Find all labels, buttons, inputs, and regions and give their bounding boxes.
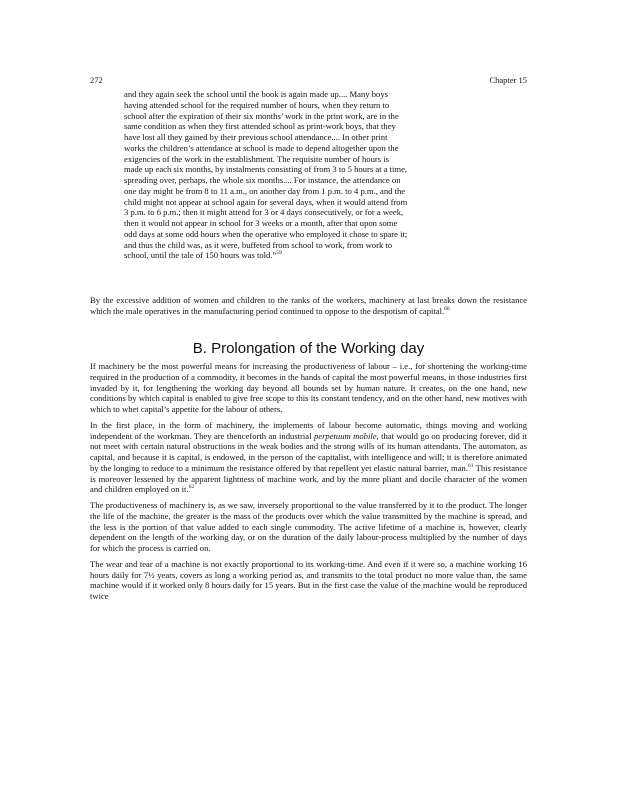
italic-term: perpetuum mobile: [313, 430, 377, 441]
quote-line: then it would not appear in school for 3 weeks or a month, after that upon some: [124, 218, 398, 228]
footnote-ref[interactable]: 60: [444, 305, 450, 312]
body-section-1: [90, 295, 527, 322]
page-number: 272: [90, 75, 103, 85]
chapter-label: Chapter 15: [489, 75, 527, 85]
body-section-2: [90, 361, 527, 607]
paragraph-text: This resistance is moreover lessened by the apparent lightness of machine work, and by the more pliant and docile character of the women and children employed on it.: [90, 462, 527, 495]
quote-line: having attended school for the required number of hours, when they return to: [124, 99, 390, 110]
quote-line: spreading over, perhaps, the whole six months.... For instance, the attendance on: [124, 175, 401, 185]
quote-line: have lost all they gained by their previous school attendance.... In other print: [124, 132, 388, 142]
quote-line: made up each six months, by instalments consisting of from 3 to 5 hours at a time,: [124, 164, 408, 175]
quote-line: works the children’s attendance at school is made to depend altogether upon the: [124, 142, 399, 153]
quote-line: odd days at some odd hours when the operative who employed it chose to spare it;: [124, 228, 408, 239]
paragraph-productiveness: The productiveness of machinery is, as we saw, inversely proportional to the value transferred by it to the product. The longer the life of the machine, the greater is the mass of the products over which the value transmitted by the machine is spread, and the less is the portion of that value added to each single commodity. The active lifetime of a machine is, however, clearly dependent on the length of the working day, or on the duration of the daily labour-process multiplied by the number of days for which the process is carried on.: [90, 500, 527, 553]
paragraph-most-powerful-means: If machinery be the most powerful means for increasing the productiveness of labour – i.e., for shortening the working-time required in the production of a commodity, it becomes in the hands of capital the most powerful means, in those industries first invaded by it, for lengthening the working day beyond all bounds set by human nature. It creates, on the one hand, new conditions by which capital is enabled to give free scope to this its constant tendency, and on the other hand, new motives with which to whet capital’s appetite for the labour of others.: [90, 361, 527, 414]
paragraph-text: , that would go on producing forever, did it not meet with certain natural obstructions in the weak bodies and the strong wills of its human attendants. The automaton, as capital, and because it is capital, is endowed, in the person of the capitalist, with intelligence and will; it is therefore animated by the longing to reduce to a minimum the resistance offered by that repellent yet elastic natural barrier, man.: [90, 430, 528, 473]
footnote-ref[interactable]: 61: [467, 462, 474, 469]
quote-line-text: school, until the tale of 150 hours was told.”: [124, 250, 277, 261]
quote-line: school after the expiration of their six months’ work in the print work, are in the: [124, 110, 399, 121]
quote-line: same condition as when they first attended school as print-work boys, that they: [124, 121, 396, 132]
paragraph-wear-and-tear: The wear and tear of a machine is not exactly proportional to its working-time. And even if it were so, a machine working 16 hours daily for 7½ years, covers as long a working period as, and transmits to the total product no more value than, the same machine would if it worked only 8 hours daily for 15 years. But in the first case the value of the machine would be reproduced twice: [90, 558, 527, 601]
quote-line: and thus the child was, as it were, buffeted from school to work, from work to: [124, 239, 393, 250]
paragraph-text: In the first place, in the form of machinery, the implements of labour become automatic, things moving and working independent of the workman. They are thenceforth an industrial: [90, 419, 527, 441]
footnote-ref[interactable]: 59: [276, 250, 282, 257]
quote-line: one day might be from 8 to 11 a.m., on another day from 1 p.m. to 4 p.m., and the: [124, 185, 406, 196]
section-heading: B. Prolongation of the Working day: [192, 340, 425, 357]
block-quote: [124, 89, 500, 261]
quote-line: 3 p.m. to 6 p.m.; then it might attend for 3 or 4 days consecutively, or for a week,: [124, 207, 404, 218]
paragraph-text: By the excessive addition of women and children to the ranks of the workers, machinery at last breaks down the resistance which the male operatives in the manufacturing period continued to oppose to the despotism of capital.: [90, 295, 527, 316]
paragraph-first-place: [90, 420, 527, 495]
quote-line: exigencies of the work in the establishment. The requisite number of hours is: [124, 153, 389, 164]
quote-line: [124, 250, 500, 261]
quote-line: child might not appear at school again for several days, when it would attend from: [124, 196, 408, 207]
paragraph-excessive-addition: [90, 295, 527, 317]
footnote-ref[interactable]: 62: [188, 484, 195, 491]
quote-line: and they again seek the school until the book is again made up.... Many boys: [124, 89, 388, 99]
